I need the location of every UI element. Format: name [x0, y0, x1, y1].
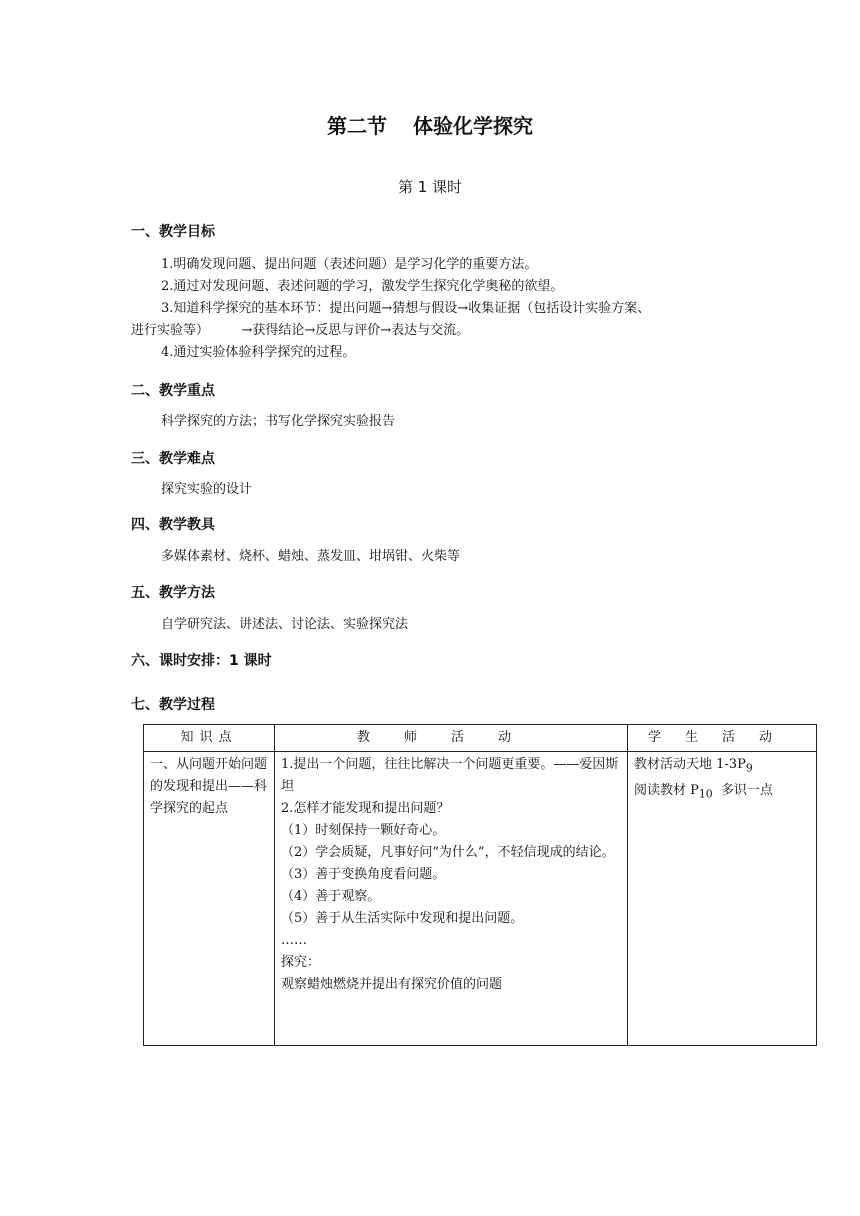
goal-1: 1.明确发现问题、提出问题（表述问题）是学习化学的重要方法。 — [161, 257, 538, 272]
heading-methods: 五、教学方法 — [131, 585, 215, 601]
teacher-line: （1）时刻保持一颗好奇心。 — [281, 823, 446, 838]
table-row — [144, 752, 817, 1046]
heading-process: 七、教学过程 — [131, 697, 215, 713]
heading-tools: 四、教学教具 — [131, 517, 215, 533]
title-section: 第二节 — [327, 114, 387, 138]
key-point-text: 科学探究的方法；书写化学探究实验报告 — [161, 414, 396, 429]
col-teacher: 教师活动 — [275, 725, 628, 752]
student-cell — [628, 752, 817, 1046]
student-line-2: 阅读教材 $P_{10}$ 多识一点 — [634, 782, 773, 801]
difficulty-text: 探究实验的设计 — [161, 482, 253, 497]
lesson-subtitle: 第 1 课时 — [397, 178, 463, 196]
goal-3b: 进行实验等） →获得结论→反思与评价→表达与交流。 — [131, 323, 470, 338]
page-title — [0, 110, 860, 139]
heading-schedule: 六、课时安排：1 课时 — [131, 653, 272, 669]
process-table — [143, 724, 817, 1046]
heading-goals: 一、教学目标 — [131, 224, 215, 240]
teacher-line: 1.提出一个问题，往往比解决一个问题更重要。——爱因斯坦 — [281, 757, 619, 794]
teacher-line: …… — [281, 933, 307, 948]
table-header-row — [144, 725, 817, 752]
student-line-1: 教材活动天地 $1-3P_9$ — [634, 757, 753, 775]
goal-2: 2.通过对发现问题、表述问题的学习，激发学生探究化学奥秘的欲望。 — [161, 279, 564, 294]
goals-list — [131, 254, 731, 364]
teacher-line: （3）善于变换角度看问题。 — [281, 867, 446, 882]
teacher-cell — [275, 752, 628, 1046]
goal-4: 4.通过实验体验科学探究的过程。 — [161, 345, 356, 360]
teacher-line: 2.怎样才能发现和提出问题？ — [281, 801, 450, 816]
teacher-line: （4）善于观察。 — [281, 889, 381, 904]
col-student: 学生活动 — [628, 725, 817, 752]
heading-difficulty: 三、教学难点 — [131, 451, 215, 467]
teacher-line: （2）学会质疑，凡事好问“为什么”，不轻信现成的结论。 — [281, 845, 615, 860]
teacher-line: 观察蜡烛燃烧并提出有探究价值的问题 — [281, 977, 503, 992]
col-knowledge: 知识点 — [144, 725, 275, 752]
goal-3a: 3.知道科学探究的基本环节：提出问题→猜想与假设→收集证据（包括设计实验方案、 — [161, 301, 651, 316]
tools-text: 多媒体素材、烧杯、蜡烛、蒸发皿、坩埚钳、火柴等 — [161, 549, 461, 564]
teacher-line: 探究： — [281, 955, 321, 970]
knowledge-cell: 一、从问题开始问题的发现和提出——科学探究的起点 — [144, 752, 275, 1046]
methods-text: 自学研究法、讲述法、讨论法、实验探究法 — [161, 617, 409, 632]
title-topic: 体验化学探究 — [413, 114, 533, 138]
teacher-line: （5）善于从生活实际中发现和提出问题。 — [281, 911, 524, 926]
heading-key: 二、教学重点 — [131, 383, 215, 399]
